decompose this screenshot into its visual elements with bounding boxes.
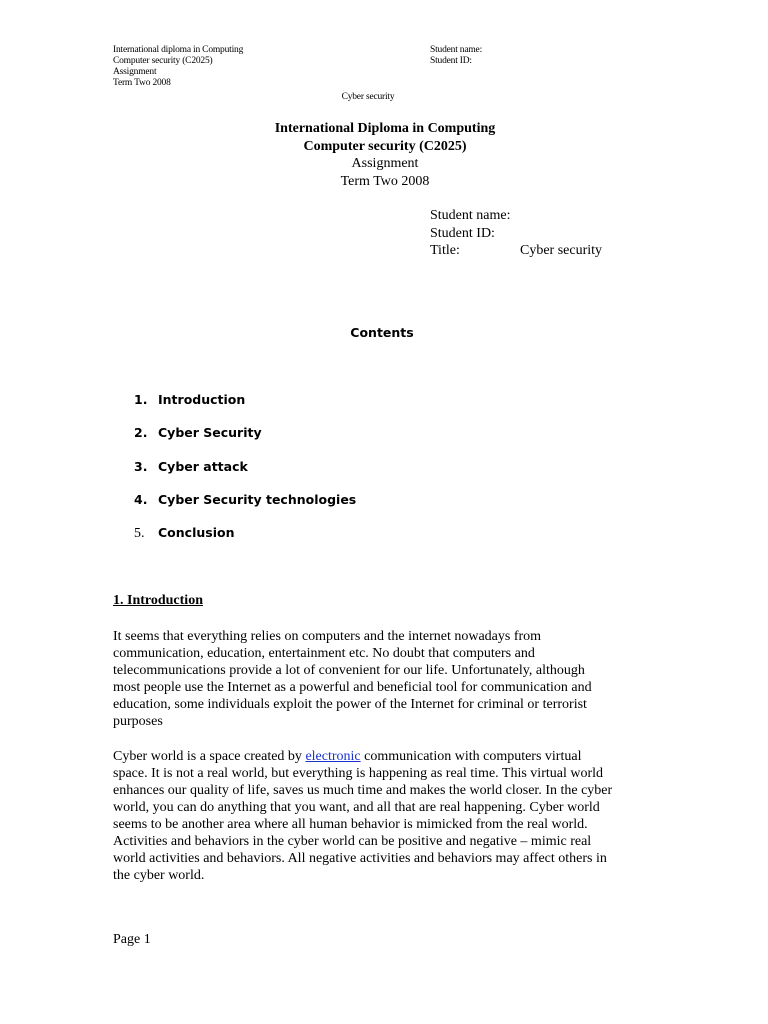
toc-number: 4. (134, 491, 148, 507)
page-number: Page 1 (113, 932, 151, 947)
table-of-contents (134, 392, 356, 558)
text-line: space. It is not a real world, but everything is happening as real time. This virtual world (113, 766, 604, 781)
student-name-label: Student name: (430, 208, 511, 223)
toc-item[interactable] (134, 459, 356, 492)
text-line: Activities and behaviors in the cyber world can be positive and negative – mimic real (113, 834, 592, 849)
text-line: world, you can do anything that you want, and all that are real happening. Cyber world (113, 800, 600, 815)
toc-label: Cyber attack (158, 458, 248, 474)
running-header-left (113, 45, 243, 89)
text-line: communication, education, entertainment etc. No doubt that computers and (113, 646, 535, 661)
header-line: Assignment (113, 67, 157, 77)
title-line: International Diploma in Computing (274, 121, 496, 136)
title-line: Term Two 2008 (340, 173, 430, 189)
header-line: International diploma in Computing (113, 45, 244, 55)
toc-label: Cyber Security (158, 425, 262, 441)
text-line: enhances our quality of life, saves us much time and makes the world closer. In the cyber (113, 783, 613, 798)
title-block (0, 120, 768, 190)
intro-paragraph-2 (113, 748, 658, 884)
header-student-id: Student ID: (430, 56, 472, 66)
toc-number: 3. (134, 458, 148, 474)
toc-number: 5. (134, 526, 145, 542)
header-line: Computer security (C2025) (113, 56, 213, 66)
text-line (113, 748, 658, 765)
title-row (430, 242, 602, 260)
toc-item[interactable] (134, 525, 356, 558)
text-line: world activities and behaviors. All negative activities and behaviors may affect others in (113, 851, 607, 866)
text-line: It seems that everything relies on computers and the internet nowadays from (113, 629, 542, 644)
text-line: purposes (113, 714, 163, 729)
text-line: education, some individuals exploit the power of the Internet for criminal or terrorist (113, 697, 587, 712)
toc-item[interactable] (134, 425, 356, 458)
running-header-right (430, 45, 482, 67)
header-line: Term Two 2008 (113, 78, 171, 88)
toc-label: Cyber Security technologies (158, 491, 357, 507)
contents-heading: Contents (350, 325, 414, 340)
text-line: telecommunications provide a lot of convenient for our life. Unfortunately, although (113, 663, 585, 678)
text-fragment: Cyber world is a space created by (113, 749, 306, 764)
text-fragment: communication with computers virtual (360, 749, 582, 764)
title-label: Title: (430, 243, 460, 258)
intro-paragraph-1 (113, 628, 658, 730)
electronic-link[interactable]: electronic (305, 749, 361, 764)
toc-label: Conclusion (158, 525, 235, 541)
toc-item[interactable] (134, 492, 356, 525)
toc-label: Introduction (158, 392, 246, 407)
text-line: the cyber world. (113, 868, 205, 883)
toc-item[interactable] (134, 392, 356, 425)
section-heading-introduction: 1. Introduction (113, 593, 203, 608)
toc-number: 2. (134, 425, 148, 441)
running-header-title: Cyber security (341, 92, 395, 102)
student-id-label: Student ID: (430, 225, 495, 241)
student-info-block (430, 207, 602, 260)
text-line: seems to be another area where all human behavior is mimicked from the real world. (113, 817, 588, 832)
title-line: Computer security (C2025) (303, 138, 467, 154)
title-value: Cyber security (520, 243, 603, 258)
header-student-name: Student name: (430, 45, 483, 55)
title-line: Assignment (351, 156, 419, 171)
text-line: most people use the Internet as a powerful and beneficial tool for communication and (113, 680, 592, 695)
toc-number: 1. (134, 392, 148, 407)
